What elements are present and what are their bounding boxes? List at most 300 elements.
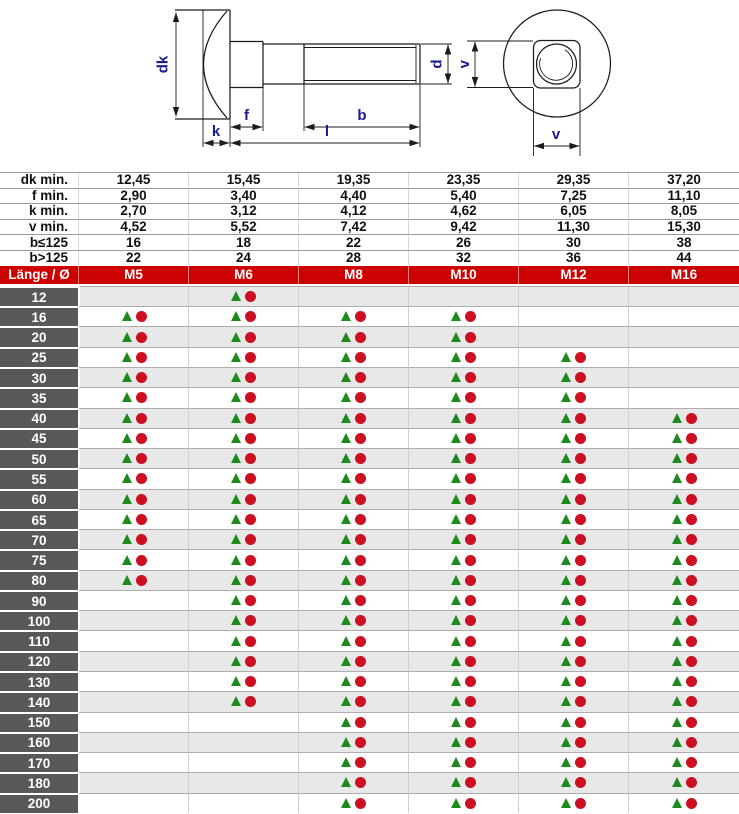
circle-marker-icon [245,453,256,464]
availability-cell [78,671,188,691]
circle-marker-icon [575,636,586,647]
length-label: 25 [0,347,78,367]
availability-cell [628,570,739,590]
availability-cell [518,772,628,792]
triangle-marker-icon [341,514,351,524]
triangle-marker-icon [122,473,132,483]
availability-cell [78,752,188,772]
spec-value: 37,20 [628,173,739,187]
availability-cell [298,408,408,428]
circle-marker-icon [575,392,586,403]
availability-cell [78,732,188,752]
length-row [0,712,739,732]
availability-cell [518,732,628,752]
availability-cell [78,347,188,367]
circle-marker-icon [575,453,586,464]
triangle-marker-icon [341,555,351,565]
triangle-marker-icon [341,494,351,504]
triangle-marker-icon [341,615,351,625]
circle-marker-icon [686,798,697,809]
availability-cell [408,630,518,650]
availability-cell [518,326,628,346]
availability-cell [628,367,739,387]
circle-marker-icon [136,534,147,545]
triangle-marker-icon [341,717,351,727]
availability-cell [518,671,628,691]
availability-cell [628,428,739,448]
availability-cell [408,732,518,752]
spec-value: 28 [298,251,408,265]
triangle-marker-icon [122,372,132,382]
availability-cell [298,590,408,610]
circle-marker-icon [355,372,366,383]
length-label: 130 [0,671,78,691]
availability-cell [518,286,628,306]
length-label: 180 [0,772,78,792]
triangle-marker-icon [231,433,241,443]
triangle-marker-icon [341,798,351,808]
availability-cell [188,570,298,590]
triangle-marker-icon [451,473,461,483]
length-row [0,326,739,346]
triangle-marker-icon [451,636,461,646]
triangle-marker-icon [231,473,241,483]
triangle-marker-icon [451,534,461,544]
availability-cell [298,286,408,306]
availability-cell [78,549,188,569]
availability-cell [518,448,628,468]
length-row [0,671,739,691]
availability-cell [298,630,408,650]
length-row [0,529,739,549]
availability-cell [188,306,298,326]
circle-marker-icon [686,494,697,505]
availability-cell [78,468,188,488]
availability-cell [518,367,628,387]
triangle-marker-icon [231,514,241,524]
circle-marker-icon [355,575,366,586]
availability-cell [518,712,628,732]
availability-cell [628,306,739,326]
availability-cell [188,610,298,630]
triangle-marker-icon [341,757,351,767]
triangle-marker-icon [561,494,571,504]
spec-value: 7,25 [518,189,628,203]
length-row [0,651,739,671]
triangle-marker-icon [561,777,571,787]
availability-cell [518,489,628,509]
circle-marker-icon [355,413,366,424]
availability-cell [518,651,628,671]
spec-value: 29,35 [518,173,628,187]
spec-value: 3,40 [188,189,298,203]
triangle-marker-icon [231,696,241,706]
triangle-marker-icon [231,453,241,463]
length-row [0,549,739,569]
circle-marker-icon [245,534,256,545]
availability-cell [188,509,298,529]
triangle-marker-icon [231,413,241,423]
availability-cell [298,570,408,590]
availability-cell [188,448,298,468]
triangle-marker-icon [341,656,351,666]
spec-value: 5,52 [188,220,298,234]
size-column-header: M10 [408,266,518,284]
length-row [0,691,739,711]
circle-marker-icon [355,555,366,566]
availability-cell [188,651,298,671]
availability-cell [298,772,408,792]
triangle-marker-icon [341,352,351,362]
availability-cell [408,448,518,468]
triangle-marker-icon [231,332,241,342]
spec-value: 22 [78,251,188,265]
circle-marker-icon [575,413,586,424]
circle-marker-icon [575,757,586,768]
availability-cell [408,408,518,428]
availability-cell [298,671,408,691]
availability-cell [78,590,188,610]
triangle-marker-icon [451,413,461,423]
availability-cell [628,590,739,610]
triangle-marker-icon [231,615,241,625]
availability-cell [78,326,188,346]
circle-marker-icon [355,615,366,626]
triangle-marker-icon [122,413,132,423]
availability-cell [188,772,298,792]
technical-drawing [0,0,739,172]
circle-marker-icon [575,696,586,707]
circle-marker-icon [355,433,366,444]
triangle-marker-icon [451,494,461,504]
availability-cell [78,286,188,306]
triangle-marker-icon [231,494,241,504]
spec-value: 8,05 [628,204,739,218]
availability-cell [298,793,408,813]
availability-cell [518,387,628,407]
availability-cell [298,712,408,732]
circle-marker-icon [686,575,697,586]
triangle-marker-icon [341,372,351,382]
triangle-marker-icon [451,514,461,524]
circle-marker-icon [686,737,697,748]
triangle-marker-icon [561,413,571,423]
availability-cell [188,468,298,488]
circle-marker-icon [465,372,476,383]
dim-label-l: l [324,123,330,140]
availability-cell [628,387,739,407]
circle-marker-icon [465,575,476,586]
spec-row [0,203,739,219]
availability-cell [298,428,408,448]
table-corner-label: Länge / Ø [8,266,70,282]
triangle-marker-icon [341,473,351,483]
spec-value: 4,40 [298,189,408,203]
circle-marker-icon [355,473,366,484]
availability-cell [298,691,408,711]
availability-cell [408,772,518,792]
triangle-marker-icon [341,575,351,585]
triangle-marker-icon [451,777,461,787]
spec-label: b≤125 [29,234,68,250]
triangle-marker-icon [231,291,241,301]
triangle-marker-icon [122,494,132,504]
length-row [0,570,739,590]
availability-cell [78,509,188,529]
length-label: 100 [0,610,78,630]
triangle-marker-icon [561,696,571,706]
circle-marker-icon [686,777,697,788]
triangle-marker-icon [672,798,682,808]
length-row [0,286,739,306]
availability-cell [628,448,739,468]
spec-value: 15,30 [628,220,739,234]
triangle-marker-icon [561,372,571,382]
triangle-marker-icon [451,656,461,666]
circle-marker-icon [245,413,256,424]
availability-cell [78,529,188,549]
circle-marker-icon [245,615,256,626]
triangle-marker-icon [561,676,571,686]
triangle-marker-icon [672,575,682,585]
spec-label: b>125 [29,250,68,266]
triangle-marker-icon [341,676,351,686]
spec-value: 11,10 [628,189,739,203]
circle-marker-icon [465,777,476,788]
circle-marker-icon [575,615,586,626]
circle-marker-icon [355,656,366,667]
circle-marker-icon [465,656,476,667]
circle-marker-icon [245,676,256,687]
circle-marker-icon [465,717,476,728]
circle-marker-icon [575,514,586,525]
triangle-marker-icon [341,433,351,443]
circle-marker-icon [355,453,366,464]
availability-cell [298,732,408,752]
triangle-marker-icon [451,676,461,686]
circle-marker-icon [245,433,256,444]
availability-cell [628,549,739,569]
triangle-marker-icon [561,636,571,646]
length-label: 75 [0,549,78,569]
availability-cell [298,448,408,468]
length-row [0,509,739,529]
triangle-marker-icon [451,392,461,402]
availability-cell [628,509,739,529]
length-label: 30 [0,367,78,387]
length-row [0,793,739,813]
circle-marker-icon [355,696,366,707]
length-label: 90 [0,590,78,610]
circle-marker-icon [686,473,697,484]
triangle-marker-icon [231,636,241,646]
triangle-marker-icon [561,575,571,585]
circle-marker-icon [686,717,697,728]
circle-marker-icon [136,453,147,464]
circle-marker-icon [686,514,697,525]
spec-row [0,250,739,266]
circle-marker-icon [465,737,476,748]
circle-marker-icon [686,555,697,566]
availability-cell [298,306,408,326]
availability-cell [408,651,518,671]
dim-label-d: d [428,59,446,69]
spec-value: 4,62 [408,204,518,218]
triangle-marker-icon [672,413,682,423]
availability-cell [518,691,628,711]
triangle-marker-icon [561,392,571,402]
availability-cell [188,590,298,610]
availability-cell [518,610,628,630]
circle-marker-icon [686,534,697,545]
circle-marker-icon [686,757,697,768]
circle-marker-icon [245,311,256,322]
circle-marker-icon [136,555,147,566]
circle-marker-icon [575,575,586,586]
circle-marker-icon [465,473,476,484]
availability-cell [298,468,408,488]
availability-cell [298,326,408,346]
availability-cell [188,489,298,509]
triangle-marker-icon [561,615,571,625]
availability-cell [188,732,298,752]
circle-marker-icon [465,494,476,505]
length-row [0,732,739,752]
availability-cell [408,306,518,326]
circle-marker-icon [686,413,697,424]
length-row [0,752,739,772]
size-column-header: M16 [628,266,739,284]
triangle-marker-icon [341,311,351,321]
length-label: 50 [0,448,78,468]
availability-cell [518,549,628,569]
availability-table [0,286,739,813]
circle-marker-icon [136,332,147,343]
spec-value: 24 [188,251,298,265]
availability-cell [408,752,518,772]
circle-marker-icon [355,494,366,505]
size-header-row [0,266,739,286]
circle-marker-icon [465,453,476,464]
circle-marker-icon [575,352,586,363]
triangle-marker-icon [122,534,132,544]
triangle-marker-icon [672,717,682,727]
spec-label: k min. [28,203,68,219]
triangle-marker-icon [122,392,132,402]
dim-label-dk: dk [154,55,172,74]
triangle-marker-icon [672,676,682,686]
availability-cell [518,408,628,428]
length-label: 200 [0,793,78,813]
length-row [0,428,739,448]
length-label: 55 [0,468,78,488]
triangle-marker-icon [122,332,132,342]
circle-marker-icon [355,332,366,343]
availability-cell [78,651,188,671]
spec-value: 38 [628,236,739,250]
circle-marker-icon [465,392,476,403]
availability-cell [628,326,739,346]
spec-value: 7,42 [298,220,408,234]
triangle-marker-icon [561,534,571,544]
circle-marker-icon [355,717,366,728]
availability-cell [188,549,298,569]
dimension-table [0,172,739,813]
availability-cell [188,367,298,387]
spec-row [0,188,739,204]
circle-marker-icon [465,757,476,768]
circle-marker-icon [136,311,147,322]
availability-cell [628,712,739,732]
triangle-marker-icon [672,777,682,787]
availability-cell [408,468,518,488]
availability-cell [188,408,298,428]
length-label: 60 [0,489,78,509]
circle-marker-icon [355,392,366,403]
availability-cell [408,712,518,732]
circle-marker-icon [686,453,697,464]
length-row [0,387,739,407]
triangle-marker-icon [561,352,571,362]
triangle-marker-icon [672,534,682,544]
circle-marker-icon [575,798,586,809]
circle-marker-icon [465,676,476,687]
triangle-marker-icon [561,656,571,666]
triangle-marker-icon [672,494,682,504]
spec-value: 32 [408,251,518,265]
length-row [0,306,739,326]
triangle-marker-icon [672,595,682,605]
length-label: 120 [0,651,78,671]
circle-marker-icon [465,332,476,343]
circle-marker-icon [136,433,147,444]
circle-marker-icon [245,291,256,302]
circle-marker-icon [465,534,476,545]
dim-label-b: b [357,107,367,124]
availability-cell [298,367,408,387]
triangle-marker-icon [341,413,351,423]
triangle-marker-icon [672,514,682,524]
length-row [0,347,739,367]
availability-cell [408,549,518,569]
triangle-marker-icon [231,534,241,544]
circle-marker-icon [465,413,476,424]
availability-cell [298,347,408,367]
availability-cell [628,772,739,792]
circle-marker-icon [245,372,256,383]
circle-marker-icon [136,514,147,525]
circle-marker-icon [136,392,147,403]
triangle-marker-icon [672,656,682,666]
circle-marker-icon [136,494,147,505]
size-column-header: M5 [78,266,188,284]
length-label: 35 [0,387,78,407]
spec-value: 11,30 [518,220,628,234]
triangle-marker-icon [561,473,571,483]
circle-marker-icon [245,595,256,606]
circle-marker-icon [686,656,697,667]
size-column-header: M12 [518,266,628,284]
circle-marker-icon [686,676,697,687]
availability-cell [78,408,188,428]
spec-value: 23,35 [408,173,518,187]
availability-cell [188,347,298,367]
spec-value: 4,12 [298,204,408,218]
circle-marker-icon [686,595,697,606]
length-row [0,590,739,610]
triangle-marker-icon [231,352,241,362]
circle-marker-icon [465,798,476,809]
